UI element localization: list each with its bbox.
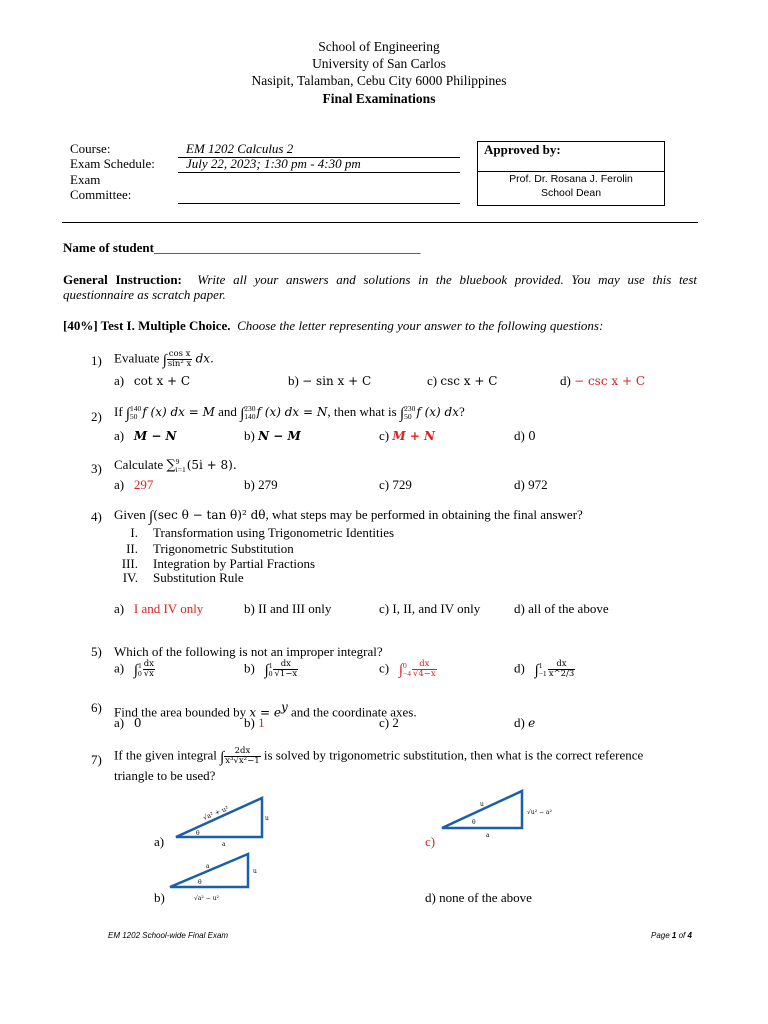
q6-stem: Find the area bounded by $x = e^y$ and the coordinate axes. [114,700,417,720]
q6-option-d[interactable]: d) e [514,715,536,730]
q4-number: 4) [91,509,102,524]
q5-option-a[interactable]: a) ∫ 1 0 $\frac{dx}{√x}$ [114,659,154,679]
approver-name: Prof. Dr. Rosana J. Ferolin [509,173,633,185]
q2-option-a[interactable]: a) M − N [114,428,177,443]
q4-step-2-text: Trigonometric Substitution [153,541,294,556]
q2-option-d[interactable]: d) 0 [514,428,536,443]
schedule-label: Exam Schedule: [70,156,155,171]
course-value: EM 1202 Calculus 2 [186,141,294,156]
q3-option-b[interactable]: b) 279 [244,477,278,492]
student-name-label: Name of student [63,240,154,255]
q4-step-1-text: Transformation using Trigonometric Identities [153,525,395,540]
triangle-a-theta: θ [196,830,200,837]
school-name: School of Engineering [318,39,440,54]
q6-option-a[interactable]: a) 0 [114,715,142,730]
q3-option-a[interactable]: a) 297 [114,477,154,492]
student-name-field[interactable] [63,240,421,256]
course-label: Course: [70,141,111,156]
instruction-label: General Instruction: [63,272,182,287]
triangle-a-hypotenuse: √a² + u² [201,804,230,822]
triangle-c-theta: θ [472,819,476,826]
q4-step-4-text: Substitution Rule [153,570,244,585]
triangle-b-hypotenuse: a [206,863,210,870]
q6-number: 6) [91,700,102,715]
q2-option-c[interactable]: c) M + N [379,428,436,443]
approval-title: Approved by: [484,142,561,157]
approver-position: School Dean [540,187,602,199]
triangle-c-opposite: √u² − a² [527,809,552,816]
test1-heading [63,318,603,334]
test1-label: [40%] Test I. Multiple Choice. [63,318,231,333]
triangle-a-opposite: u [265,815,269,822]
triangle-c-adjacent: a [486,832,490,839]
q7-option-c[interactable]: c) [425,834,436,849]
q2-number: 2) [91,409,102,424]
q7-stem: If the given integral ∫ $\frac{2dx}{\text{x³√x²−1}}$ is solved by trigonometric substitution, then what is the correct reference [114,746,644,766]
q1-option-c[interactable]: c) csc x + C [427,373,498,388]
q3-option-d[interactable]: d) 972 [514,477,548,492]
q3-option-c[interactable]: c) 729 [379,477,412,492]
q3-number: 3) [91,461,102,476]
triangle-a-adjacent: a [222,841,226,848]
address: Nasipit, Talamban, Cebu City 6000 Philippines [251,73,507,88]
footer-exam-name: EM 1202 School-wide Final Exam [108,931,229,940]
q7-stem-line2: triangle to be used? [114,768,216,783]
committee-label-2: Committee: [70,187,132,202]
q4-step-2-num: II. [126,541,138,556]
q5-option-d[interactable]: d) ∫ 1 −1 $\frac{dx}{x\^{}2/3}$ [514,659,575,679]
q5-number: 5) [91,644,102,659]
q7-option-d[interactable]: d) none of the above [425,890,532,905]
q4-stem: Given ∫(sec θ − tan θ)² dθ, what steps may be performed in obtaining the final answer? [114,507,583,525]
exam-title: Final Examinations [322,91,436,106]
university-name: University of San Carlos [312,56,446,71]
triangle-c [436,788,566,844]
triangle-b-opposite: u [253,868,257,875]
q5-stem: Which of the following is not an improper integral? [114,644,383,659]
triangle-c-hypotenuse: u [480,801,484,808]
q4-step-1-num: I. [130,525,138,540]
test1-instruction: Choose the letter representing your answer to the following questions: [237,318,604,333]
q4-step-4-num: IV. [122,570,138,585]
triangle-a [170,795,280,851]
triangle-b-theta: θ [198,879,202,886]
q1-stem: Evaluate ∫ $\frac{\text{cos x}}{\text{sin² x}}$ dx. [114,349,214,369]
q4-option-b[interactable]: b) II and III only [244,601,332,616]
schedule-value: July 22, 2023; 1:30 pm - 4:30 pm [186,156,361,171]
q7-option-b[interactable]: b) [154,890,165,905]
q5-option-b[interactable]: b) ∫ 1 0 $\frac{dx}{√1-x}$ [244,659,298,679]
q1-option-b[interactable]: b) − sin x + C [288,373,372,388]
committee-label-1: Exam [70,172,101,187]
student-name-blank: _________________________________________ [154,240,421,255]
q5-option-c[interactable]: c) ∫ 0 −4 $\frac{dx}{√4-x}$ [379,659,436,679]
q6-option-c[interactable]: c) 2 [379,715,399,730]
instruction-text-2: questionnaire as scratch paper. [63,287,226,302]
q4-option-d[interactable]: d) all of the above [514,601,609,616]
q4-step-3-text: Integration by Partial Fractions [153,556,316,571]
q2-option-b[interactable]: b) N − M [244,428,301,443]
q1-option-a[interactable]: a) cot x + C [114,373,191,388]
instruction-text-1: Write all your answers and solutions in the bluebook provided. You may use this test [197,272,697,287]
q4-option-c[interactable]: c) I, II, and IV only [379,601,481,616]
footer-page-number: Page 1 of 4 [651,931,692,940]
general-instruction [63,272,697,288]
triangle-b [162,851,272,907]
q6-option-b[interactable]: b) 1 [244,715,265,730]
q4-step-3-num: III. [121,556,138,571]
q1-number: 1) [91,353,102,368]
q7-number: 7) [91,752,102,767]
q2-stem: If ∫ 140 50 f (x) dx = M and ∫ 230 140 f (x) dx = N, then what is ∫ 230 50 f (x) dx? [114,404,465,422]
q1-option-d[interactable]: d) − csc x + C [560,373,646,388]
q3-stem: Calculate ∑ 9 i=1 (5i + 8). [114,457,237,475]
triangle-b-adjacent: √a² − u² [194,895,219,902]
q4-option-a[interactable]: a) I and IV only [114,601,204,616]
q7-option-a[interactable]: a) [154,834,165,849]
